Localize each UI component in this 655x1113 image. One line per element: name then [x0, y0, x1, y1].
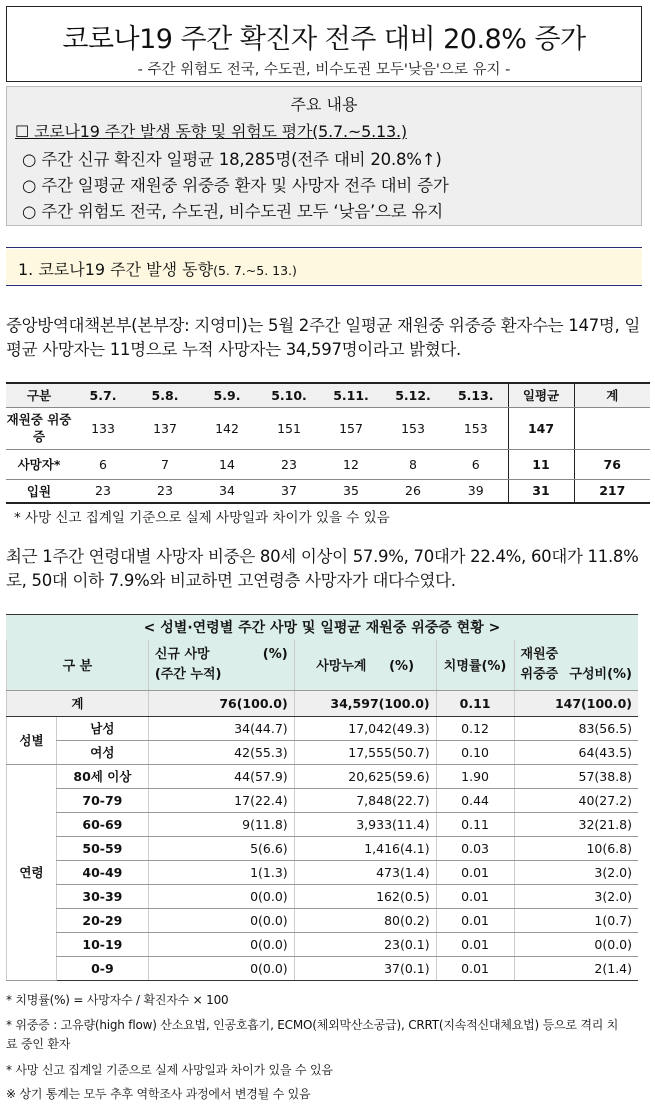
header-date: 5.12. [382, 383, 444, 407]
table-cell-total: 217 [574, 479, 650, 503]
table-cell: 0.10 [436, 740, 514, 764]
table-cell: 44(57.9) [148, 764, 294, 788]
row-label: 재원중 위중증 [6, 407, 72, 449]
header-new-deaths-pct: (%) [262, 646, 288, 662]
table-cell: 26 [382, 479, 444, 503]
header-composition: 구성비(%) [569, 666, 632, 682]
header-daily-avg: 일평균 [508, 383, 574, 407]
header-date: 5.11. [320, 383, 382, 407]
table-cell: 7,848(22.7) [294, 788, 436, 812]
summary-heading: 주요 내용 [290, 95, 358, 114]
table-cell: 0(0.0) [148, 884, 294, 908]
summary-item-trend: ☐ 코로나19 주간 발생 동향 및 위험도 평가(5.7.~5.13.) [15, 122, 407, 141]
row-label: 사망자* [6, 449, 72, 479]
table-row [6, 479, 650, 503]
table-cell: 9(11.8) [148, 812, 294, 836]
table-row [6, 407, 650, 449]
table-cell: 151 [258, 407, 320, 449]
table-cell: 5(6.6) [148, 836, 294, 860]
header-cum-deaths-label: 사망누계 [316, 659, 367, 675]
table-cell: 7 [134, 449, 196, 479]
table-cell: 153 [444, 407, 508, 449]
table-cell: 14 [196, 449, 258, 479]
row-label: 30-39 [56, 884, 148, 908]
paragraph-age-deaths: 최근 1주간 연령대별 사망자 비중은 80세 이상이 57.9%, 70대가 22.4%, 60대가 11.8%로, 50대 이하 7.9%와 비교하면 고연령층 사망자가 대다수였다. [6, 547, 639, 590]
table-cell: 17,555(50.7) [294, 740, 436, 764]
table-cell: 32(21.8) [514, 812, 638, 836]
table-cell: 34 [196, 479, 258, 503]
paragraph-deaths: 중앙방역대책본부(본부장: 지영미)는 5월 2주간 일평균 재원중 위중증 환자수는 147명, 일평균 사망자는 11명으로 누적 사망자는 34,597명이라고 밝혔다. [6, 316, 641, 359]
header-cum-deaths [294, 640, 436, 690]
section-heading-range: (5. 7.~5. 13.) [213, 263, 297, 278]
table-cell-total: 76 [574, 449, 650, 479]
table-cell: 1.90 [436, 764, 514, 788]
table-cell: 157 [320, 407, 382, 449]
table-cell: 0(0.0) [148, 932, 294, 956]
table-cell: 6 [72, 449, 134, 479]
table-cell: 8 [382, 449, 444, 479]
table-cell: 23 [134, 479, 196, 503]
header-total: 계 [574, 383, 650, 407]
header-severe [514, 640, 638, 690]
row-label: 여성 [56, 740, 148, 764]
table-cell: 35 [320, 479, 382, 503]
table-cell: 57(38.8) [514, 764, 638, 788]
table-row [7, 812, 639, 836]
table-cell: 64(43.5) [514, 740, 638, 764]
table-cell: 76(100.0) [148, 690, 294, 716]
summary-item-severe: ○ 주간 일평균 재원중 위중증 환자 및 사망자 전주 대비 증가 [22, 176, 449, 195]
table-row [7, 884, 639, 908]
row-label: 0-9 [56, 956, 148, 980]
table-cell: 0.11 [436, 812, 514, 836]
header-new-deaths [148, 640, 294, 690]
table-cell-avg: 31 [508, 479, 574, 503]
footnote-report-date: * 사망 신고 집계일 기준으로 실제 사망일과 차이가 있을 수 있음 [6, 1063, 333, 1077]
sex-age-table [6, 640, 638, 981]
header-severe-label: 재원중 [520, 646, 559, 662]
row-label: 계 [7, 690, 149, 716]
group-label-age: 연령 [7, 764, 57, 980]
table-cell: 23 [258, 449, 320, 479]
table-row [7, 740, 639, 764]
header-new-deaths-sub: (주간 누적) [154, 666, 222, 682]
table-cell: 12 [320, 449, 382, 479]
table-cell: 1(1.3) [148, 860, 294, 884]
row-label: 70-79 [56, 788, 148, 812]
table-cell: 3(2.0) [514, 860, 638, 884]
table-cell: 42(55.3) [148, 740, 294, 764]
section-heading-main: 1. 코로나19 주간 발생 동향 [18, 260, 214, 279]
header-cum-deaths-pct: (%) [389, 659, 415, 675]
table-row [7, 788, 639, 812]
section-rule-bottom [6, 285, 642, 286]
table-cell: 147(100.0) [514, 690, 638, 716]
table-cell: 0.01 [436, 932, 514, 956]
table-cell: 23 [72, 479, 134, 503]
table-row [7, 836, 639, 860]
header-category: 구 분 [7, 640, 149, 690]
row-label: 40-49 [56, 860, 148, 884]
table-cell: 80(0.2) [294, 908, 436, 932]
table-cell: 133 [72, 407, 134, 449]
header-date: 5.8. [134, 383, 196, 407]
table-cell: 20,625(59.6) [294, 764, 436, 788]
table-row [7, 860, 639, 884]
table-cell: 0.01 [436, 884, 514, 908]
footnote-severe-cont: 료 중인 환자 [6, 1037, 71, 1051]
page-title: 코로나19 주간 확진자 전주 대비 20.8% 증가 [62, 24, 586, 55]
title-box [6, 6, 642, 82]
page-subtitle: - 주간 위험도 전국, 수도권, 비수도권 모두'낮음'으로 유지 - [137, 62, 511, 78]
row-label: 50-59 [56, 836, 148, 860]
table-cell: 17,042(49.3) [294, 716, 436, 740]
section-heading [18, 257, 297, 280]
section-rule-top [6, 247, 642, 248]
header-cfr: 치명률(%) [436, 640, 514, 690]
table-cell: 473(1.4) [294, 860, 436, 884]
table-cell: 153 [382, 407, 444, 449]
table-cell: 10(6.8) [514, 836, 638, 860]
daily-table [6, 382, 650, 504]
table-row [7, 932, 639, 956]
table-cell: 23(0.1) [294, 932, 436, 956]
table2-header [7, 640, 639, 690]
header-date: 5.9. [196, 383, 258, 407]
table-cell: 142 [196, 407, 258, 449]
header-date: 5.7. [72, 383, 134, 407]
row-label: 80세 이상 [56, 764, 148, 788]
table-cell: 3(2.0) [514, 884, 638, 908]
table-cell-avg: 11 [508, 449, 574, 479]
table-cell: 40(27.2) [514, 788, 638, 812]
table-cell: 83(56.5) [514, 716, 638, 740]
table-cell: 0.03 [436, 836, 514, 860]
table-cell-avg: 147 [508, 407, 574, 449]
table-cell: 0(0.0) [148, 908, 294, 932]
header-new-deaths-label: 신규 사망 [154, 646, 210, 662]
summary-item-risk: ○ 주간 위험도 전국, 수도권, 비수도권 모두 ‘낮음’으로 유지 [22, 202, 443, 221]
row-label: 20-29 [56, 908, 148, 932]
table-cell: 0.44 [436, 788, 514, 812]
table-row-total [7, 690, 639, 716]
table-row [7, 716, 639, 740]
table-cell: 137 [134, 407, 196, 449]
table-cell: 3,933(11.4) [294, 812, 436, 836]
table-cell: 34(44.7) [148, 716, 294, 740]
table2-caption: < 성별·연령별 주간 사망 및 일평균 재원중 위중증 현황 > [6, 614, 638, 640]
table-cell: 0.01 [436, 956, 514, 980]
table-row [7, 764, 639, 788]
row-label: 10-19 [56, 932, 148, 956]
table-cell: 162(0.5) [294, 884, 436, 908]
table-cell: 37 [258, 479, 320, 503]
table-row [7, 956, 639, 980]
header-date: 5.13. [444, 383, 508, 407]
header-date: 5.10. [258, 383, 320, 407]
table-cell: 37(0.1) [294, 956, 436, 980]
footnote-disclaimer: ※ 상기 통계는 모두 추후 역학조사 과정에서 변경될 수 있음 [6, 1087, 311, 1101]
table-cell: 6 [444, 449, 508, 479]
table-cell: 1,416(4.1) [294, 836, 436, 860]
table-cell: 0(0.0) [514, 932, 638, 956]
table-cell: 1(0.7) [514, 908, 638, 932]
table-cell: 0(0.0) [148, 956, 294, 980]
table-cell: 0.01 [436, 908, 514, 932]
table-cell: 0.01 [436, 860, 514, 884]
group-label-sex: 성별 [7, 716, 57, 764]
row-label: 남성 [56, 716, 148, 740]
header-severe-sub: 위중증 [520, 666, 559, 682]
summary-item-cases: ○ 주간 신규 확진자 일평균 18,285명(전주 대비 20.8%↑) [22, 150, 442, 169]
table-cell: 0.12 [436, 716, 514, 740]
header-category: 구분 [6, 383, 72, 407]
table-row [6, 449, 650, 479]
table-cell: 17(22.4) [148, 788, 294, 812]
table-cell: 39 [444, 479, 508, 503]
table-row [7, 908, 639, 932]
daily-table-header [6, 383, 650, 407]
table-cell: 2(1.4) [514, 956, 638, 980]
footnote-cfr: * 치명률(%) = 사망자수 / 확진자수 × 100 [6, 993, 229, 1007]
table-cell-total [574, 407, 650, 449]
row-label: 60-69 [56, 812, 148, 836]
section-heading-bar [6, 249, 642, 284]
row-label: 입원 [6, 479, 72, 503]
table-cell: 34,597(100.0) [294, 690, 436, 716]
footnote-severe: * 위중증 : 고유량(high flow) 산소요법, 인공호흡기, ECMO(체외막산소공급), CRRT(지속적신대체요법) 등으로 격리 치 [6, 1018, 619, 1032]
table1-note: * 사망 신고 집계일 기준으로 실제 사망일과 차이가 있을 수 있음 [14, 510, 390, 526]
table-cell: 0.11 [436, 690, 514, 716]
